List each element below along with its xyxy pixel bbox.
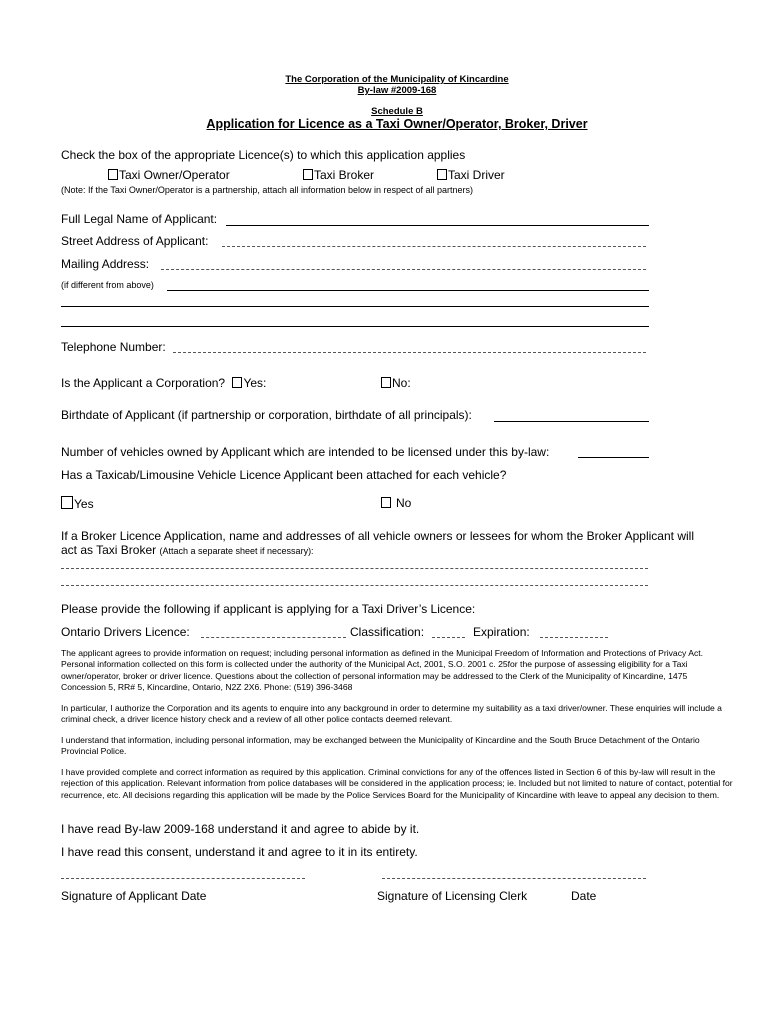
- broker-instructions: If a Broker Licence Application, name and addresses of all vehicle owners or lessees for whom the Broker Applicant will: [61, 529, 694, 543]
- alt-address-field-2[interactable]: [61, 306, 649, 307]
- if-different-label: (if different from above): [61, 280, 154, 290]
- full-name-label: Full Legal Name of Applicant:: [61, 212, 218, 226]
- telephone-field[interactable]: [173, 352, 646, 353]
- option-taxi-driver[interactable]: Taxi Driver: [437, 168, 505, 182]
- corporation-no-option[interactable]: No:: [381, 376, 411, 390]
- form-title: Application for Licence as a Taxi Owner/Operator, Broker, Driver: [206, 117, 588, 131]
- vehicle-licence-question: Has a Taxicab/Limousine Vehicle Licence Applicant been attached for each vehicle?: [61, 468, 507, 482]
- full-name-field[interactable]: [226, 225, 649, 226]
- option-owner-operator[interactable]: Taxi Owner/Operator: [108, 168, 230, 182]
- vehicles-field[interactable]: [578, 457, 649, 458]
- alt-address-field-3[interactable]: [61, 326, 649, 327]
- expiration-field[interactable]: [540, 637, 608, 638]
- mailing-address-label: Mailing Address:: [61, 257, 150, 271]
- broker-owners-field-2[interactable]: [61, 585, 648, 586]
- bylaw-acknowledgement: I have read By-law 2009-168 understand it and agree to abide by it.: [61, 822, 420, 836]
- mailing-address-field[interactable]: [161, 269, 646, 270]
- clerk-signature-label: Signature of Licensing Clerk: [377, 889, 528, 903]
- driver-intro: Please provide the following if applicant is applying for a Taxi Driver’s Licence:: [61, 602, 476, 616]
- checkbox-corporation-yes[interactable]: [232, 377, 242, 388]
- ontario-licence-field[interactable]: [201, 637, 346, 638]
- checkbox-vehicle-licence-no[interactable]: [381, 497, 391, 508]
- bylaw-heading: By-law #2009-168: [357, 85, 437, 96]
- option-taxi-broker[interactable]: Taxi Broker: [303, 168, 374, 182]
- checkbox-taxi-broker[interactable]: [303, 169, 313, 180]
- checkbox-vehicle-licence-yes[interactable]: [61, 496, 73, 509]
- vehicle-licence-no-option[interactable]: No: [381, 496, 411, 510]
- applicant-signature-field[interactable]: [61, 878, 305, 879]
- corporation-question: Is the Applicant a Corporation? Yes:: [61, 376, 267, 390]
- clerk-signature-field[interactable]: [382, 878, 646, 879]
- checkbox-owner-operator[interactable]: [108, 169, 118, 180]
- clerk-date-label: Date: [571, 889, 597, 903]
- consent-acknowledgement: I have read this consent, understand it and agree to it in its entirety.: [61, 845, 418, 859]
- authorization-paragraph: In particular, I authorize the Corporation and its agents to enquire into any background in order to determine my suitability as a taxi driver/owner. These enquiries will include a criminal check, a driver licence history check and a review of all other police contacts deemed relevant.: [61, 703, 722, 725]
- alt-address-field-1[interactable]: [167, 290, 649, 291]
- expiration-label: Expiration:: [473, 625, 530, 639]
- broker-instructions-cont: act as Taxi Broker (Attach a separate sheet if necessary):: [61, 543, 314, 557]
- licence-type-prompt: Check the box of the appropriate Licence(s) to which this application applies: [61, 148, 466, 162]
- telephone-label: Telephone Number:: [61, 340, 166, 354]
- applicant-signature-label: Signature of Applicant Date: [61, 889, 207, 903]
- vehicle-licence-yes-option[interactable]: Yes: [61, 496, 94, 511]
- partnership-note: (Note: If the Taxi Owner/Operator is a partnership, attach all information below in respect of all partners): [61, 185, 474, 195]
- checkbox-taxi-driver[interactable]: [437, 169, 447, 180]
- street-address-label: Street Address of Applicant:: [61, 234, 209, 248]
- broker-attach-note: (Attach a separate sheet if necessary):: [159, 546, 314, 556]
- street-address-field[interactable]: [222, 246, 646, 247]
- classification-field[interactable]: [432, 637, 465, 638]
- vehicles-label: Number of vehicles owned by Applicant which are intended to be licensed under this by-law:: [61, 445, 550, 459]
- declaration-paragraph: I have provided complete and correct information as required by this application. Criminal convictions for any of the offences listed in Section 6 of this by-law will result in the rejection of this application. Relevant information from police databases will be considered in the application process; ie. Included but not limited to nature of contact, potential for recurrence, etc. All decisions regarding this application will be made by the Police Services Board for the Municipality of Kincardine with leave to appeal any decision to them.: [61, 767, 733, 800]
- broker-owners-field-1[interactable]: [61, 568, 648, 569]
- checkbox-corporation-no[interactable]: [381, 377, 391, 388]
- corporation-heading: The Corporation of the Municipality of Kincardine: [285, 74, 509, 85]
- ontario-licence-label: Ontario Drivers Licence:: [61, 625, 190, 639]
- birthdate-label: Birthdate of Applicant (if partnership or corporation, birthdate of all principals):: [61, 408, 472, 422]
- classification-label: Classification:: [350, 625, 425, 639]
- exchange-paragraph: I understand that information, including personal information, may be exchanged between the Municipality of Kincardine and the South Bruce Detachment of the Ontario Provincial Police.: [61, 735, 700, 757]
- birthdate-field[interactable]: [494, 421, 649, 422]
- schedule-heading: Schedule B: [371, 106, 423, 117]
- privacy-paragraph: The applicant agrees to provide information on request; including personal information as defined in the Municipal Freedom of Information and Protections of Privacy Act. Personal information collected on this form is collected under the authority of the Municipal Act, 2001, S.O. 2001 c. 25for the purpose of assessing eligibility for a Taxi owner/operator, broker or driver licence. Questions about the collection of personal information may be addressed to the Clerk of the Municipality of Kincardine, 1475 Concession 5, RR# 5, Kincardine, Ontario, N2Z 2X6. Phone: (519) 396-3468: [61, 648, 704, 692]
